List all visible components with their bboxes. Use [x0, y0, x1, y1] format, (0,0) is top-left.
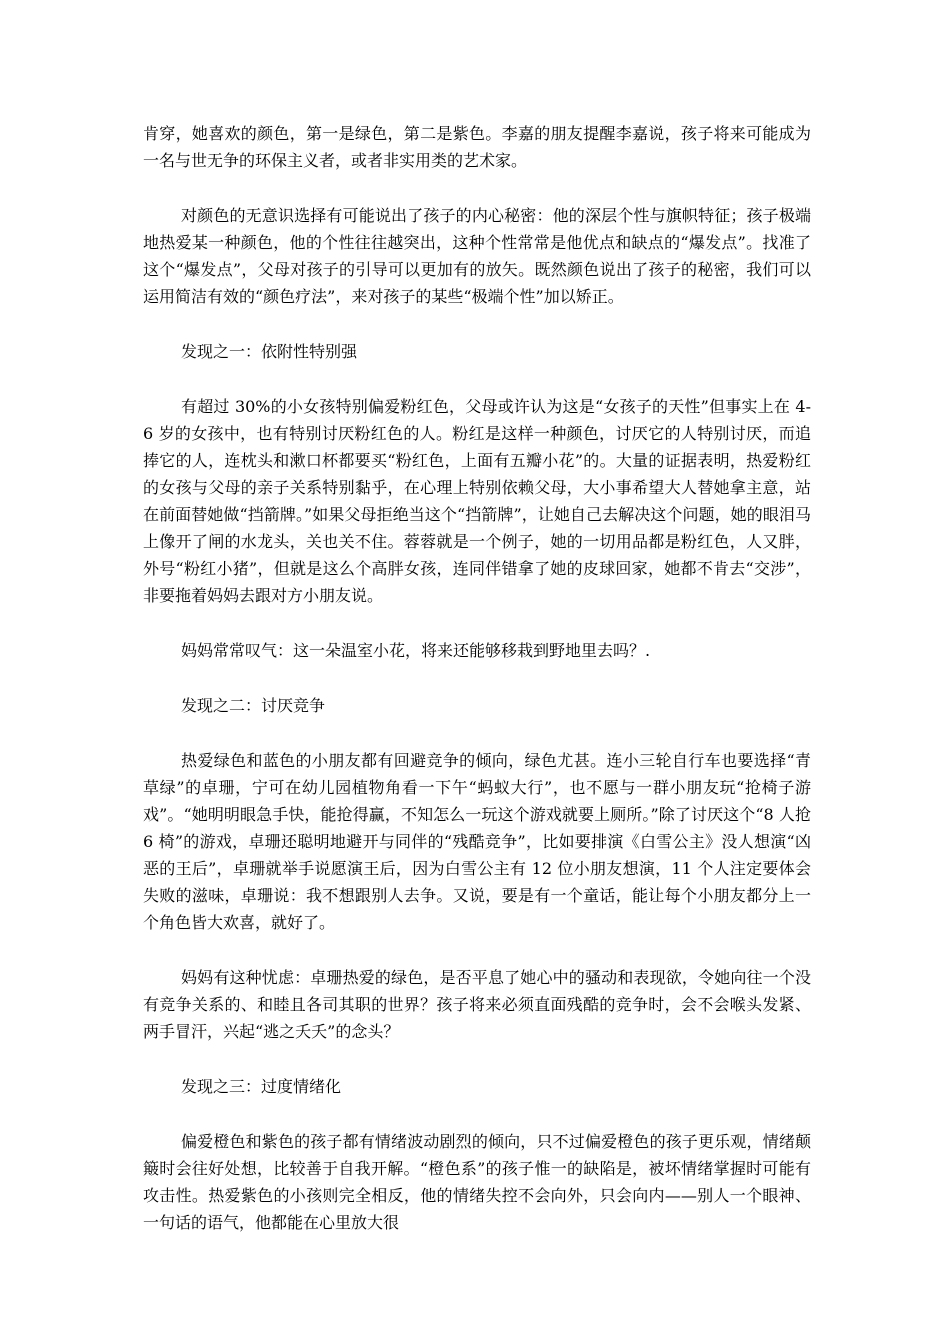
paragraph-continuation: 肯穿，她喜欢的颜色，第一是绿色，第二是紫色。李嘉的朋友提醒李嘉说，孩子将来可能成为一名与世无争的环保主义者，或者非实用类的艺术家。 — [143, 124, 811, 170]
paragraph-mom-sigh: 妈妈常常叹气：这一朵温室小花，将来还能够移栽到野地里去吗？. — [181, 641, 651, 660]
paragraph-color-secret: 对颜色的无意识选择有可能说出了孩子的内心秘密：他的深层个性与旗帜特征；孩子极端地热爱某一种颜色，他的个性往往越突出，这种个性常常是他优点和缺点的“爆发点”。找准了这个“爆发点”，父母对孩子的引导可以更加有的放矢。既然颜色说出了孩子的秘密，我们可以运用简洁有效的“颜色疗法”，来对孩子的某些“极端个性”加以矫正。 — [143, 206, 811, 306]
section-heading-2: 发现之二：讨厌竞争 — [181, 696, 326, 715]
section-heading-3: 发现之三：过度情绪化 — [181, 1077, 342, 1096]
section-heading-1: 发现之一：依附性特别强 — [181, 342, 358, 361]
document-page — [143, 120, 811, 1264]
paragraph-orange-purple: 偏爱橙色和紫色的孩子都有情绪波动剧烈的倾向，只不过偏爱橙色的孩子更乐观，情绪颠簸时会往好处想，比较善于自我开解。“橙色系”的孩子惟一的缺陷是，被坏情绪掌握时可能有攻击性。热爱紫色的小孩则完全相反，他的情绪失控不会向外，只会向内——别人一个眼神、一句话的语气，他都能在心里放大很 — [143, 1132, 811, 1232]
paragraph-pink: 有超过 30%的小女孩特别偏爱粉红色，父母或许认为这是“女孩子的天性”但事实上在 4-6 岁的女孩中，也有特别讨厌粉红色的人。粉红是这样一种颜色，讨厌它的人特别讨厌，而追捧它的人，连枕头和漱口杯都要买“粉红色，上面有五瓣小花”的。大量的证据表明，热爱粉红的女孩与父母的亲子关系特别黏乎，在心理上特别依赖父母，大小事希望大人替她拿主意，站在前面替她做“挡箭牌。”如果父母拒绝当这个“挡箭牌”，让她自己去解决这个问题，她的眼泪马上像开了闸的水龙头，关也关不住。蓉蓉就是一个例子，她的一切用品都是粉红色，人又胖，外号“粉红小猪”，但就是这么个高胖女孩，连同伴错拿了她的皮球回家，她都不肯去“交涉”，非要拖着妈妈去跟对方小朋友说。 — [143, 397, 811, 605]
paragraph-mom-worry: 妈妈有这种忧虑：卓珊热爱的绿色，是否平息了她心中的骚动和表现欲，令她向往一个没有竞争关系的、和睦且各司其职的世界？孩子将来必须直面残酷的竞争时，会不会喉头发紧、两手冒汗，兴起“逃之夭夭”的念头？ — [143, 968, 811, 1041]
paragraph-green-blue: 热爱绿色和蓝色的小朋友都有回避竞争的倾向，绿色尤甚。连小三轮自行车也要选择“青草绿”的卓珊，宁可在幼儿园植物角看一下午“蚂蚁大行”，也不愿与一群小朋友玩“抢椅子游戏”。“她明明眼急手快，能抢得赢，不知怎么一玩这个游戏就要上厕所。”除了讨厌这个“8 人抢 6 椅”的游戏，卓珊还聪明地避开与同伴的“残酷竞争”，比如要排演《白雪公主》没人想演“凶恶的王后”，卓珊就举手说愿演王后，因为白雪公主有 12 位小朋友想演，11 个人注定要体会失败的滋味，卓珊说：我不想跟别人去争。又说，要是有一个童话，能让每个小朋友都分上一个角色皆大欢喜，就好了。 — [143, 751, 811, 932]
